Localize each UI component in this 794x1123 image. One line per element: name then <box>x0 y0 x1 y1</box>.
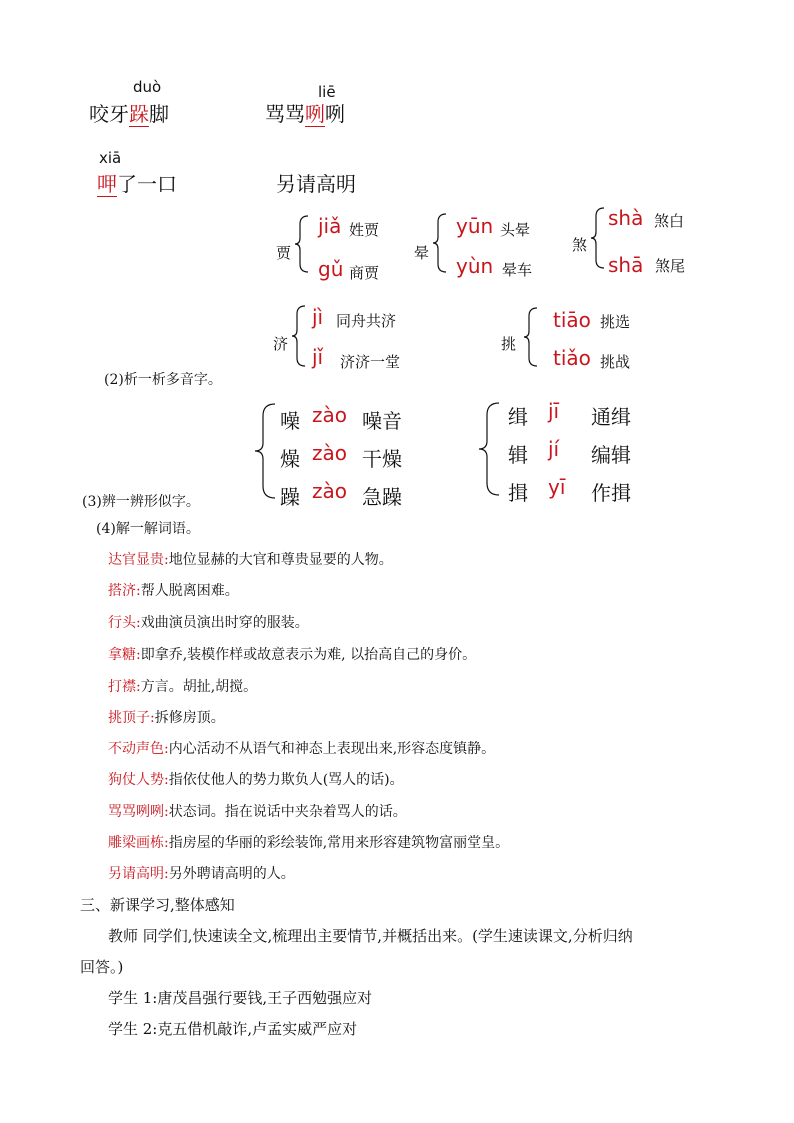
glossary-def: 另外聘请高明的人。 <box>168 866 295 882</box>
word-ganzao: 干燥 <box>362 447 402 471</box>
pinyin-ji4: jì <box>312 305 324 329</box>
glossary-term: 打襟: <box>108 679 141 695</box>
idiom-mamalielie: 骂骂咧咧 <box>265 102 345 126</box>
pinyin-duo: duò <box>133 78 162 96</box>
similar-char-yi-bow: 揖 <box>508 481 528 505</box>
word-bianji: 编辑 <box>591 443 631 467</box>
pinyin-sha1: shā <box>608 253 644 277</box>
word-yunche: 晕车 <box>502 261 533 279</box>
brace-icon <box>477 401 501 497</box>
teacher-prompt-line1: 教师 同学们,快速读全文,梳理出主要情节,并概括出来。(学生速读课文,分析归纳 <box>108 927 633 945</box>
glossary-def: 拆修房顶。 <box>154 710 225 726</box>
brace-icon <box>590 206 606 270</box>
similar-char-zao-dry: 燥 <box>280 447 300 471</box>
section-three-heading: 三、新课学习,整体感知 <box>80 896 235 914</box>
glossary-term: 达官显贵: <box>108 552 169 568</box>
word-xingjia: 姓贾 <box>349 221 380 239</box>
brace-icon <box>291 304 307 368</box>
glossary-term: 不动声色: <box>108 741 169 757</box>
student-answer-1: 学生 1:唐茂昌强行要钱,王子西勉强应对 <box>108 989 373 1007</box>
pinyin-lie: liē <box>318 83 336 101</box>
glossary-entry <box>108 769 404 789</box>
pinyin-jia3: jiǎ <box>318 214 342 238</box>
glossary-term: 雕梁画栋: <box>108 835 169 851</box>
glossary-def: 指房屋的华丽的彩绘装饰,常用来形容建筑物富丽堂皇。 <box>168 835 510 851</box>
word-jizao: 急躁 <box>362 485 402 509</box>
glossary-term: 骂骂咧咧: <box>108 804 169 820</box>
glossary-term: 搭济: <box>108 583 141 599</box>
glossary-entry <box>108 863 295 883</box>
highlight-char: 咧 <box>305 102 325 126</box>
word-tiaozhan: 挑战 <box>600 353 631 371</box>
glossary-entry <box>108 707 225 727</box>
word-tongji: 通缉 <box>591 405 631 429</box>
glossary-entry <box>108 801 407 821</box>
glossary-def: 帮人脱离困难。 <box>140 583 239 599</box>
section-3-label: (3)辨一辨形似字。 <box>82 494 200 510</box>
polyphone-char-jia: 贾 <box>276 244 292 262</box>
pinyin-zao-2: zào <box>312 441 347 465</box>
pinyin-tiao3: tiǎo <box>553 346 591 370</box>
word-zuoyi: 作揖 <box>591 481 631 505</box>
highlight-char: 跺 <box>129 102 149 126</box>
word-zaoyin: 噪音 <box>362 409 402 433</box>
glossary-entry <box>108 549 393 569</box>
glossary-term: 狗仗人势: <box>108 772 169 788</box>
idiom-lingqinggaoming: 另请高明 <box>276 172 356 196</box>
pinyin-gu3: gǔ <box>318 257 344 281</box>
pinyin-yun1: yūn <box>456 214 494 238</box>
teacher-prompt-line2: 回答。) <box>80 958 124 976</box>
glossary-def: 即拿乔,装模作样或故意表示为难, 以抬高自己的身价。 <box>140 647 477 663</box>
glossary-def: 内心活动不从语气和神态上表现出来,形容态度镇静。 <box>168 741 496 757</box>
polyphone-char-sha: 煞 <box>572 236 588 254</box>
highlight-char: 呷 <box>97 172 117 196</box>
pinyin-zao-1: zào <box>312 403 347 427</box>
pinyin-zao-3: zào <box>312 479 347 503</box>
glossary-term: 另请高明: <box>108 866 169 882</box>
similar-char-zao-rash: 躁 <box>280 485 300 509</box>
pinyin-yun4: yùn <box>456 254 494 278</box>
student-answer-2: 学生 2:克五借机敲诈,卢孟实威严应对 <box>108 1020 358 1038</box>
brace-icon <box>253 402 277 500</box>
section-4-label: (4)解一解词语。 <box>96 521 200 537</box>
glossary-def: 戏曲演员演出时穿的服装。 <box>140 615 309 631</box>
polyphone-char-yun: 晕 <box>414 244 430 262</box>
glossary-entry <box>108 644 476 664</box>
word-shanggu: 商贾 <box>349 264 380 282</box>
pinyin-ji1: jī <box>548 399 560 423</box>
brace-icon <box>523 306 539 368</box>
word-shabai: 煞白 <box>654 212 685 230</box>
glossary-entry <box>108 832 509 852</box>
word-shawei: 煞尾 <box>655 257 686 275</box>
section-2-label: (2)析一析多音字。 <box>104 372 222 388</box>
glossary-entry <box>108 676 257 696</box>
brace-icon <box>294 214 310 274</box>
pinyin-yi1: yī <box>548 475 566 499</box>
word-tiaoxuan: 挑选 <box>600 313 631 331</box>
glossary-entry <box>108 738 495 758</box>
glossary-term: 行头: <box>108 615 141 631</box>
glossary-entry <box>108 612 309 632</box>
word-jijiyitang: 济济一堂 <box>340 353 401 371</box>
glossary-def: 地位显赫的大官和尊贵显要的人物。 <box>168 552 393 568</box>
similar-char-zao-noise: 噪 <box>280 409 300 433</box>
glossary-term: 挑顶子: <box>108 710 155 726</box>
similar-char-ji-edit: 辑 <box>508 443 528 467</box>
glossary-term: 拿糖: <box>108 647 141 663</box>
word-tongzhougongji: 同舟共济 <box>336 312 397 330</box>
brace-icon <box>432 212 448 274</box>
glossary-def: 方言。胡扯,胡搅。 <box>140 679 258 695</box>
idiom-xialeyikou: 呷了一口 <box>97 172 177 196</box>
polyphone-char-ji: 济 <box>273 335 289 353</box>
word-touyun: 头晕 <box>500 221 531 239</box>
pinyin-sha4: shà <box>608 206 644 230</box>
idiom-yaoyaduojiao: 咬牙跺脚 <box>89 102 169 126</box>
similar-char-ji-seize: 缉 <box>508 405 528 429</box>
pinyin-xia: xiā <box>99 149 122 167</box>
glossary-entry <box>108 580 239 600</box>
pinyin-tiao1: tiāo <box>553 308 591 332</box>
polyphone-char-tiao: 挑 <box>501 335 517 353</box>
glossary-def: 指依仗他人的势力欺负人(骂人的话)。 <box>168 772 404 788</box>
pinyin-ji3: jǐ <box>312 345 324 369</box>
glossary-def: 状态词。指在说话中夹杂着骂人的话。 <box>168 804 407 820</box>
pinyin-ji2: jí <box>548 437 560 461</box>
